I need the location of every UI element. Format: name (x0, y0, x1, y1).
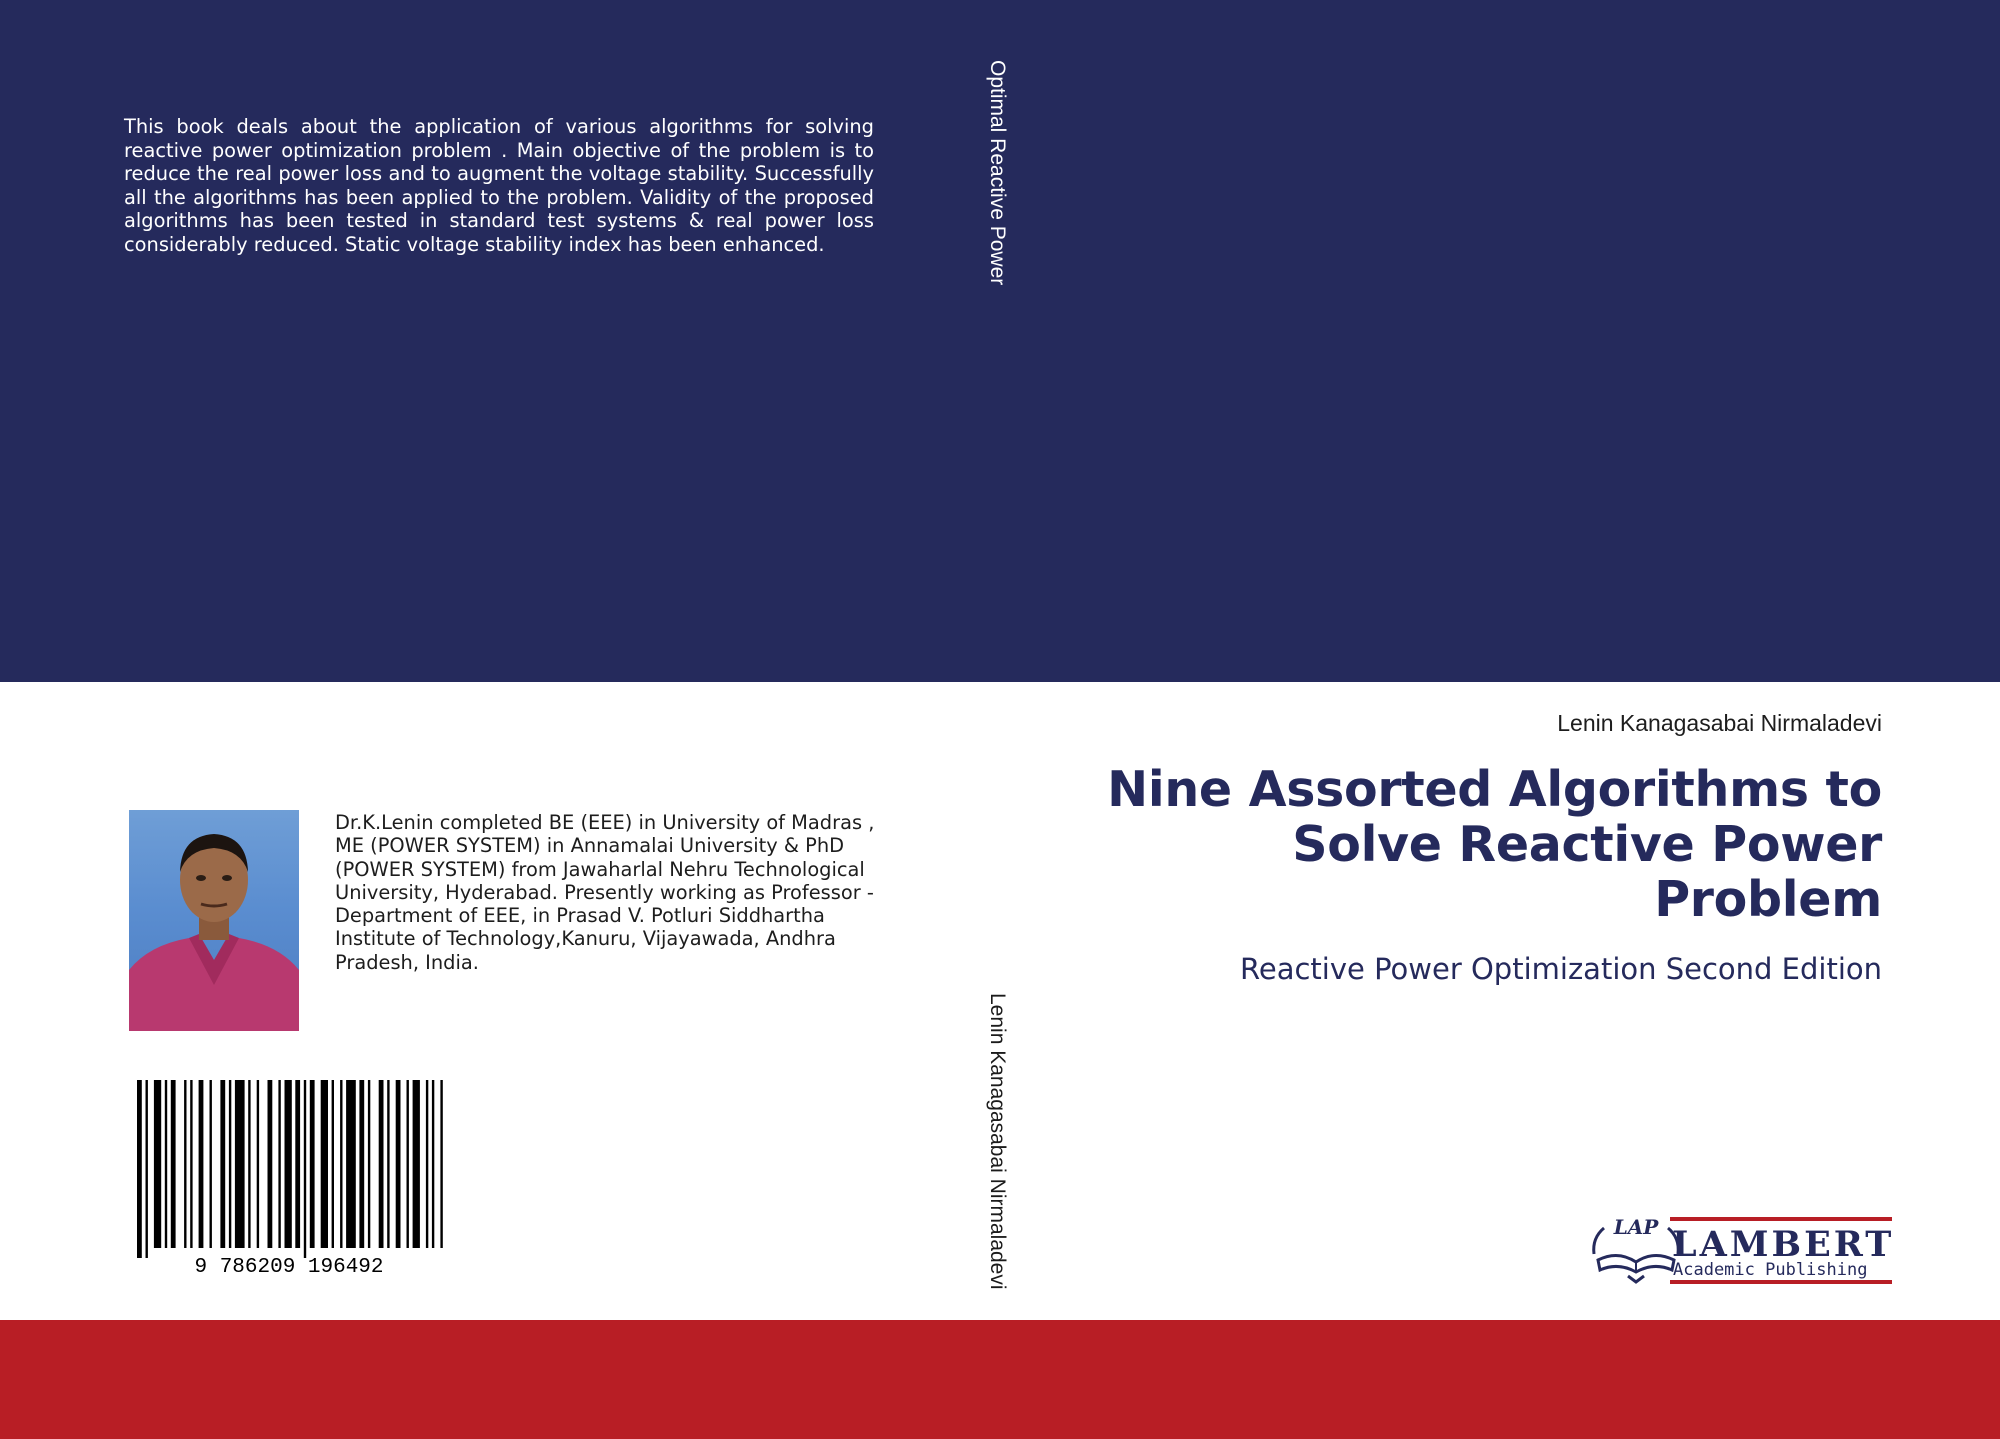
barcode-bar (171, 1080, 176, 1248)
book-title: Nine Assorted Algorithms to Solve Reactive Power Problem (1107, 761, 1882, 928)
barcode-bar (295, 1080, 300, 1248)
book-subtitle: Reactive Power Optimization Second Edition (1240, 952, 1882, 986)
barcode-bar (199, 1080, 204, 1248)
publisher-tagline: Academic Publishing (1673, 1260, 1868, 1280)
barcode-bar (278, 1080, 280, 1248)
barcode-digits: 9 786209 196492 (194, 1256, 384, 1279)
barcode-bar (257, 1080, 259, 1248)
barcode-bar (440, 1080, 442, 1248)
barcode-bar (396, 1080, 401, 1248)
barcode-bar (154, 1080, 161, 1248)
barcode-bar (321, 1080, 328, 1248)
author-photo (129, 810, 299, 1031)
logo-bottom-rule (1670, 1280, 1892, 1284)
lap-mark: LAP (1613, 1215, 1659, 1239)
isbn-barcode (127, 1080, 452, 1280)
author-bio: Dr.K.Lenin completed BE (EEE) in University of Madras , ME (POWER SYSTEM) in Annamalai University & PhD (POWER SYSTEM) from Jawaharlal Nehru Technological University, Hyderabad. Presently working as Professor - Department of EEE, in Prasad V. Potluri Siddhartha Institute of Technology,Kanuru, Vijayawada, Andhra Pradesh, India. (335, 811, 875, 974)
barcode-bar (210, 1080, 212, 1248)
barcode-bar (346, 1080, 356, 1248)
barcode-bar (387, 1080, 389, 1248)
publisher-logo (1584, 1210, 1894, 1286)
back-cover-blurb: This book deals about the application of various algorithms for solving reactive power optimization problem . Main objective of the problem is to reduce the real power loss and to augment the voltage stability. Successfully all the algorithms has been applied to the problem. Validity of the proposed algorithms has been tested in standard test systems & real power loss considerably reduced. Static voltage stability index has been enhanced. (124, 115, 874, 256)
barcode-bar (359, 1080, 364, 1248)
barcode-bar (285, 1080, 292, 1248)
barcode-bar (332, 1080, 334, 1248)
barcode-bar (310, 1080, 315, 1248)
author-portrait-illustration (129, 810, 299, 1031)
spine-title: Optimal Reactive Power (986, 60, 1009, 286)
barcode-bar (379, 1080, 384, 1248)
front-author-name: Lenin Kanagasabai Nirmaladevi (1557, 710, 1882, 736)
barcode-bar (248, 1080, 250, 1248)
barcode-bar (190, 1080, 192, 1248)
barcode-bar (407, 1080, 409, 1248)
barcode-bar (220, 1080, 225, 1248)
barcode-bar (368, 1080, 370, 1248)
barcode-bar (235, 1080, 245, 1248)
barcode-bar (229, 1080, 231, 1248)
barcode-bar (184, 1080, 186, 1248)
barcode-bar (340, 1080, 342, 1248)
barcode-bar (413, 1080, 420, 1248)
barcode-bar (426, 1080, 428, 1248)
barcode-bar (165, 1080, 167, 1248)
barcode-bar (304, 1080, 306, 1258)
barcode-bar (137, 1080, 142, 1258)
barcode-bar (432, 1080, 434, 1248)
barcode-bar (268, 1080, 273, 1248)
spine-author: Lenin Kanagasabai Nirmaladevi (986, 993, 1009, 1290)
red-bottom-band (0, 1320, 2000, 1439)
publisher-name: LAMBERT (1672, 1224, 1894, 1265)
logo-top-rule (1670, 1217, 1892, 1221)
barcode-bar (146, 1080, 148, 1258)
